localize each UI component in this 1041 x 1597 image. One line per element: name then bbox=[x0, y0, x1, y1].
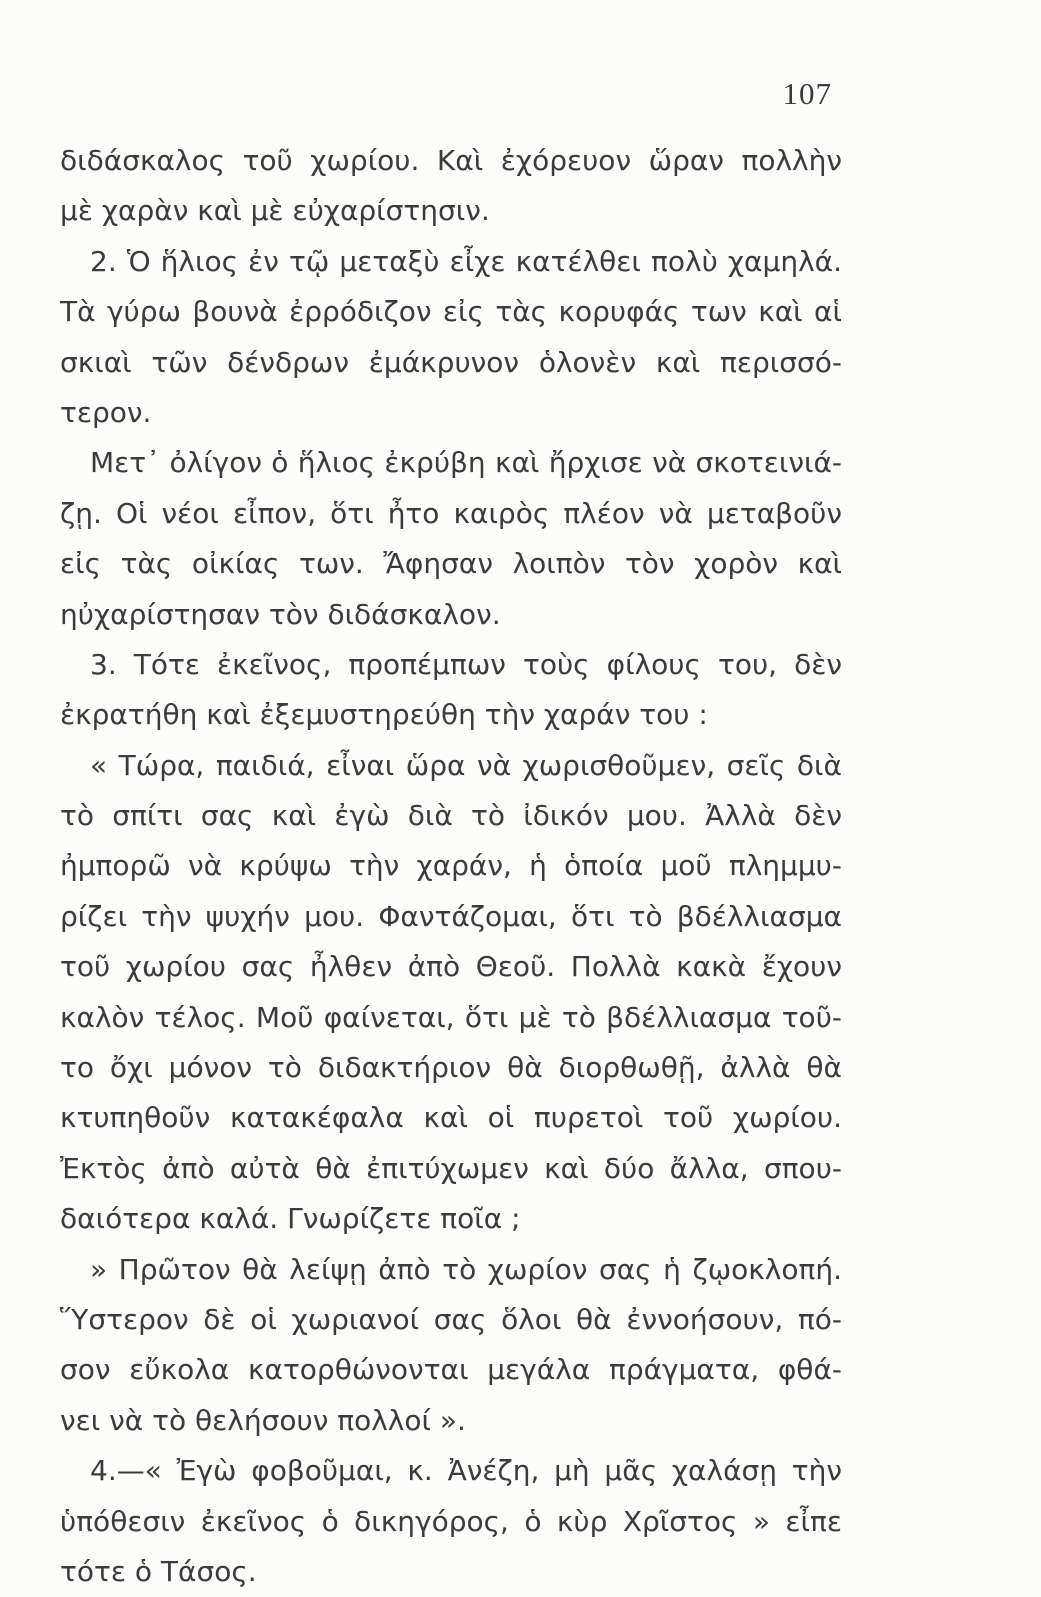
text-line: τότε ὁ Τάσος. bbox=[60, 1554, 257, 1588]
text-line: τερον. bbox=[60, 395, 152, 429]
text-line: δαιότερα καλά. Γνωρίζετε ποῖα ; bbox=[60, 1202, 521, 1236]
paragraph-start-line: « Τώρα, παιδιά, εἶναι ὥρα νὰ χωρισθοῦμεν, σεῖς διὰ bbox=[90, 748, 842, 782]
text-line: Τὰ γύρω βουνὰ ἐρρόδιζον εἰς τὰς κορυφάς των καὶ αἱ bbox=[60, 295, 842, 329]
text-line: ἐκρατήθη καὶ ἐξεμυστηρεύθη τὴν χαράν του : bbox=[60, 698, 708, 732]
text-line: τοῦ χωρίου σας ἦλθεν ἀπὸ Θεοῦ. Πολλὰ κακὰ ἔχουν bbox=[60, 950, 842, 984]
text-line: νει νὰ τὸ θελήσουν πολλοί ». bbox=[60, 1403, 466, 1437]
body-text bbox=[60, 136, 842, 1597]
text-line: Ἐκτὸς ἀπὸ αὐτὰ θὰ ἐπιτύχωμεν καὶ δύο ἄλλα, σπου- bbox=[60, 1151, 842, 1185]
text-line: καλὸν τέλος. Μοῦ φαίνεται, ὅτι μὲ τὸ βδέλλιασμα τοῦ- bbox=[60, 1000, 842, 1034]
paragraph-start-line: Μετ᾽ ὀλίγον ὁ ἥλιος ἐκρύβη καὶ ἤρχισε νὰ σκοτεινιά- bbox=[90, 446, 842, 480]
page-number: 107 bbox=[782, 76, 832, 111]
text-line: ἠμπορῶ νὰ κρύψω τὴν χαράν, ἡ ὁποία μοῦ πλημμυ- bbox=[60, 849, 842, 883]
text-line: τὸ σπίτι σας καὶ ἐγὼ διὰ τὸ ἰδικόν μου. Ἀλλὰ δὲν bbox=[60, 799, 842, 833]
text-line: εἰς τὰς οἰκίας των. Ἄφησαν λοιπὸν τὸν χορὸν καὶ bbox=[60, 547, 842, 581]
text-line: ζῃ. Οἱ νέοι εἶπον, ὅτι ἦτο καιρὸς πλέον νὰ μεταβοῦν bbox=[60, 496, 842, 530]
text-line: κτυπηθοῦν κατακέφαλα καὶ οἱ πυρετοὶ τοῦ χωρίου. bbox=[60, 1101, 842, 1135]
text-line: Ὕστερον δὲ οἱ χωριανοί σας ὅλοι θὰ ἐννοήσουν, πό- bbox=[60, 1302, 842, 1336]
text-line: ρίζει τὴν ψυχήν μου. Φαντάζομαι, ὅτι τὸ βδέλλιασμα bbox=[60, 899, 842, 933]
text-line: ὑπόθεσιν ἐκεῖνος ὁ δικηγόρος, ὁ κὺρ Χρῖστος » εἶπε bbox=[60, 1504, 842, 1538]
text-line: ηὐχαρίστησαν τὸν διδάσκαλον. bbox=[60, 597, 501, 631]
text-line: σκιαὶ τῶν δένδρων ἐμάκρυνον ὁλονὲν καὶ περισσό- bbox=[60, 345, 842, 379]
text-line: σον εὔκολα κατορθώνονται μεγάλα πράγματα, φθά- bbox=[60, 1353, 842, 1387]
paragraph-start-line: 2. Ὁ ἥλιος ἐν τῷ μεταξὺ εἶχε κατέλθει πολὺ χαμηλά. bbox=[90, 244, 842, 278]
paragraph-start-line: » Πρῶτον θὰ λείψῃ ἀπὸ τὸ χωρίον σας ἡ ζῳοκλοπή. bbox=[90, 1252, 842, 1286]
text-line: το ὄχι μόνον τὸ διδακτήριον θὰ διορθωθῇ, ἀλλὰ θὰ bbox=[60, 1051, 842, 1085]
paragraph-start-line: 3. Τότε ἐκεῖνος, προπέμπων τοὺς φίλους του, δὲν bbox=[90, 647, 842, 681]
paragraph-start-line: 4.—« Ἐγὼ φοβοῦμαι, κ. Ἀνέζη, μὴ μᾶς χαλάσῃ τὴν bbox=[90, 1454, 842, 1488]
text-line: διδάσκαλος τοῦ χωρίου. Καὶ ἐχόρευον ὥραν πολλὴν bbox=[60, 144, 842, 177]
text-line: μὲ χαρὰν καὶ μὲ εὐχαρίστησιν. bbox=[60, 194, 490, 228]
